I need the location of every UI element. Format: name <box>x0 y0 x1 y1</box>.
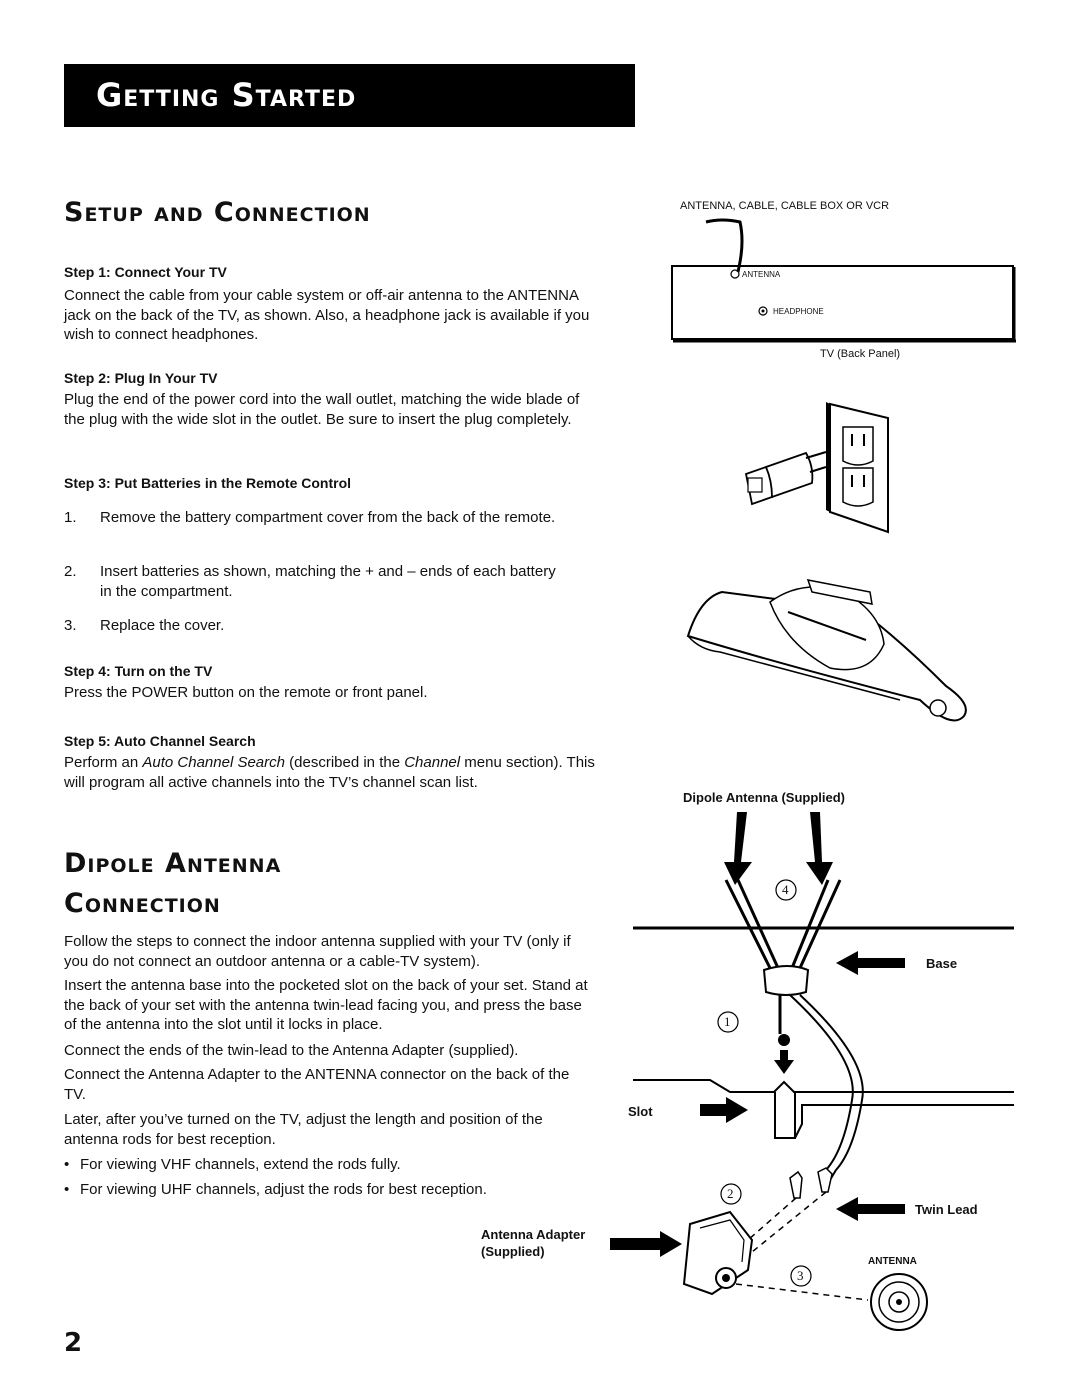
step3-item-text: Remove the battery compartment cover from the back of the remote. <box>100 509 556 526</box>
dipole-paragraph: Connect the ends of the twin-lead to the Antenna Adapter (supplied). <box>64 1042 519 1059</box>
bullet-mark: • <box>64 1156 70 1173</box>
adapter-label-line1: Antenna Adapter <box>481 1227 586 1242</box>
step5-em-channel: Channel <box>404 754 461 771</box>
step-number-3: 3 <box>797 1268 804 1283</box>
tv-back-panel-illustration <box>672 220 1016 342</box>
step-number-2: 2 <box>727 1186 734 1201</box>
step5-text-post: menu section). This will program all active channels into the TV’s channel scan list. <box>64 754 595 791</box>
page-number: 2 <box>64 1328 83 1358</box>
step-number-4: 4 <box>782 882 789 897</box>
step5-heading: Step 5: Auto Channel Search <box>64 733 256 749</box>
dipole-title-line1: Dipole Antenna <box>64 848 282 879</box>
step4-text: Press the POWER button on the remote or front panel. <box>64 684 428 701</box>
step4-heading: Step 4: Turn on the TV <box>64 663 213 679</box>
tv-panel-top-label: ANTENNA, CABLE, CABLE BOX OR VCR <box>680 200 890 212</box>
bullet-mark: • <box>64 1181 70 1198</box>
step5-text-mid: (described in the <box>284 754 405 771</box>
dipole-paragraph: Insert the antenna base into the pocketed slot on the back of your set. Stand at the back of your set with the antenna twin-lead facing you, and press the base of the antenna into the slot until it locks in place. <box>64 977 588 1033</box>
step3-item-num: 3. <box>64 617 77 634</box>
step3-item-text: Replace the cover. <box>100 617 225 634</box>
step5-em-auto: Auto Channel Search <box>142 754 285 771</box>
antenna-jack-label: ANTENNA <box>742 270 781 279</box>
arrow-icon <box>724 812 752 885</box>
dipole-antenna-illustration <box>610 812 1014 1330</box>
cable-icon <box>706 220 742 272</box>
bullet-item: For viewing VHF channels, extend the rods fully. <box>80 1156 401 1173</box>
arrow-icon <box>774 1060 794 1074</box>
base-label: Base <box>926 956 958 971</box>
setup-title: Setup and Connection <box>64 197 371 228</box>
tv-panel-caption: TV (Back Panel) <box>820 348 901 360</box>
step1-heading: Step 1: Connect Your TV <box>64 264 227 280</box>
power-plug-illustration <box>746 452 826 504</box>
dipole-paragraph: Connect the Antenna Adapter to the ANTENNA connector on the back of the TV. <box>64 1066 570 1103</box>
slot-label: Slot <box>628 1104 653 1119</box>
arrow-icon <box>836 1197 905 1221</box>
arrow-icon <box>806 812 833 885</box>
step5-text-pre: Perform an <box>64 754 143 771</box>
banner-title: Getting Started <box>96 76 357 114</box>
dipole-paragraph: Later, after you’ve turned on the TV, adjust the length and position of the antenna rods for best reception. <box>64 1111 543 1148</box>
step-number-1: 1 <box>724 1014 731 1029</box>
step3-item-text: Insert batteries as shown, matching the + and – ends of each battery in the compartment. <box>100 563 556 600</box>
arrow-icon <box>610 1231 682 1257</box>
antenna-connector-label: ANTENNA <box>868 1256 917 1267</box>
dipole-figure-title: Dipole Antenna (Supplied) <box>683 790 846 805</box>
adapter-label-line2: (Supplied) <box>481 1244 545 1259</box>
step2-text: Plug the end of the power cord into the wall outlet, matching the wide blade of the plug with the wide slot in the outlet. Be sure to insert the plug completely. <box>64 391 580 428</box>
twin-lead-label: Twin Lead <box>915 1202 978 1217</box>
dipole-paragraph: Follow the steps to connect the indoor antenna supplied with your TV (only if you do not connect an outdoor antenna or a cable-TV system). <box>64 933 571 970</box>
arrow-icon <box>836 951 905 975</box>
step1-text: Connect the cable from your cable system or off-air antenna to the ANTENNA jack on the back of the TV, as shown. Also, a headphone jack is available if you wish to connect headphones. <box>64 287 590 343</box>
headphone-jack-label: HEADPHONE <box>773 307 824 316</box>
dipole-title-line2: Connection <box>64 888 221 919</box>
step3-item-num: 2. <box>64 563 77 580</box>
step2-heading: Step 2: Plug In Your TV <box>64 370 218 386</box>
step3-heading: Step 3: Put Batteries in the Remote Control <box>64 475 352 491</box>
outlet-illustration <box>826 402 888 532</box>
bullet-item: For viewing UHF channels, adjust the rods for best reception. <box>80 1181 487 1198</box>
step3-item-num: 1. <box>64 509 77 526</box>
arrow-icon <box>700 1097 748 1123</box>
remote-control-illustration <box>688 580 966 720</box>
